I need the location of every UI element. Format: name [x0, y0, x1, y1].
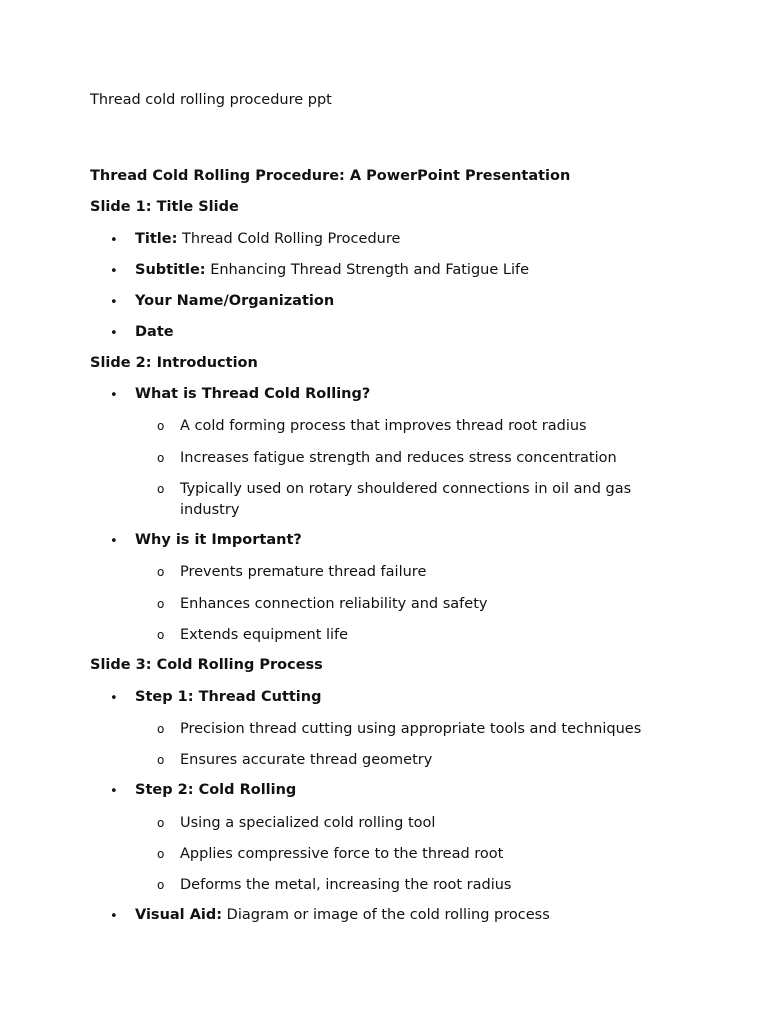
- sub-list-item-continuation: industry: [180, 502, 240, 518]
- item-label: Subtitle:: [135, 262, 206, 278]
- bullet-marker: •: [110, 326, 118, 341]
- bullet-marker: •: [110, 784, 118, 799]
- sub-bullet-marker: o: [157, 628, 165, 642]
- item-label: Visual Aid:: [135, 907, 223, 923]
- slide3-heading: Slide 3: Cold Rolling Process: [90, 657, 323, 673]
- sub-bullet-marker: o: [157, 451, 165, 465]
- sub-list-item: Ensures accurate thread geometry: [180, 752, 433, 768]
- item-text: Diagram or image of the cold rolling process: [222, 907, 550, 923]
- list-item: [135, 262, 529, 278]
- bullet-marker: •: [110, 909, 118, 924]
- bullet-marker: •: [110, 388, 118, 403]
- list-item: Step 1: Thread Cutting: [135, 689, 322, 705]
- document-title: Thread cold rolling procedure ppt: [90, 92, 332, 108]
- slide2-heading: Slide 2: Introduction: [90, 355, 258, 371]
- sub-bullet-marker: o: [157, 722, 165, 736]
- main-heading: Thread Cold Rolling Procedure: A PowerPoint Presentation: [90, 168, 571, 184]
- list-item: [135, 231, 400, 247]
- sub-list-item: Using a specialized cold rolling tool: [180, 815, 436, 831]
- sub-bullet-marker: o: [157, 419, 165, 433]
- sub-list-item: Deforms the metal, increasing the root radius: [180, 877, 512, 893]
- list-item: Your Name/Organization: [135, 293, 335, 309]
- sub-bullet-marker: o: [157, 753, 165, 767]
- item-text: Enhancing Thread Strength and Fatigue Life: [205, 262, 530, 278]
- sub-bullet-marker: o: [157, 878, 165, 892]
- sub-bullet-marker: o: [157, 482, 165, 496]
- list-item: Why is it Important?: [135, 532, 302, 548]
- list-item: What is Thread Cold Rolling?: [135, 386, 371, 402]
- bullet-marker: •: [110, 233, 118, 248]
- bullet-marker: •: [110, 295, 118, 310]
- sub-list-item: Applies compressive force to the thread root: [180, 846, 504, 862]
- sub-bullet-marker: o: [157, 565, 165, 579]
- bullet-marker: •: [110, 691, 118, 706]
- sub-list-item: Precision thread cutting using appropriate tools and techniques: [180, 721, 642, 737]
- item-text: Thread Cold Rolling Procedure: [177, 231, 401, 247]
- sub-bullet-marker: o: [157, 597, 165, 611]
- bullet-marker: •: [110, 264, 118, 279]
- item-label: Title:: [135, 231, 178, 247]
- list-item: Date: [135, 324, 174, 340]
- sub-list-item: Increases fatigue strength and reduces stress concentration: [180, 450, 617, 466]
- bullet-marker: •: [110, 534, 118, 549]
- sub-list-item: A cold forming process that improves thread root radius: [180, 418, 587, 434]
- sub-list-item: Prevents premature thread failure: [180, 564, 427, 580]
- sub-list-item: Enhances connection reliability and safety: [180, 596, 488, 612]
- sub-list-item: Extends equipment life: [180, 627, 349, 643]
- sub-list-item: Typically used on rotary shouldered connections in oil and gas: [180, 481, 632, 497]
- slide1-heading: Slide 1: Title Slide: [90, 199, 239, 215]
- sub-bullet-marker: o: [157, 816, 165, 830]
- sub-bullet-marker: o: [157, 847, 165, 861]
- list-item: [135, 907, 550, 923]
- list-item: Step 2: Cold Rolling: [135, 782, 297, 798]
